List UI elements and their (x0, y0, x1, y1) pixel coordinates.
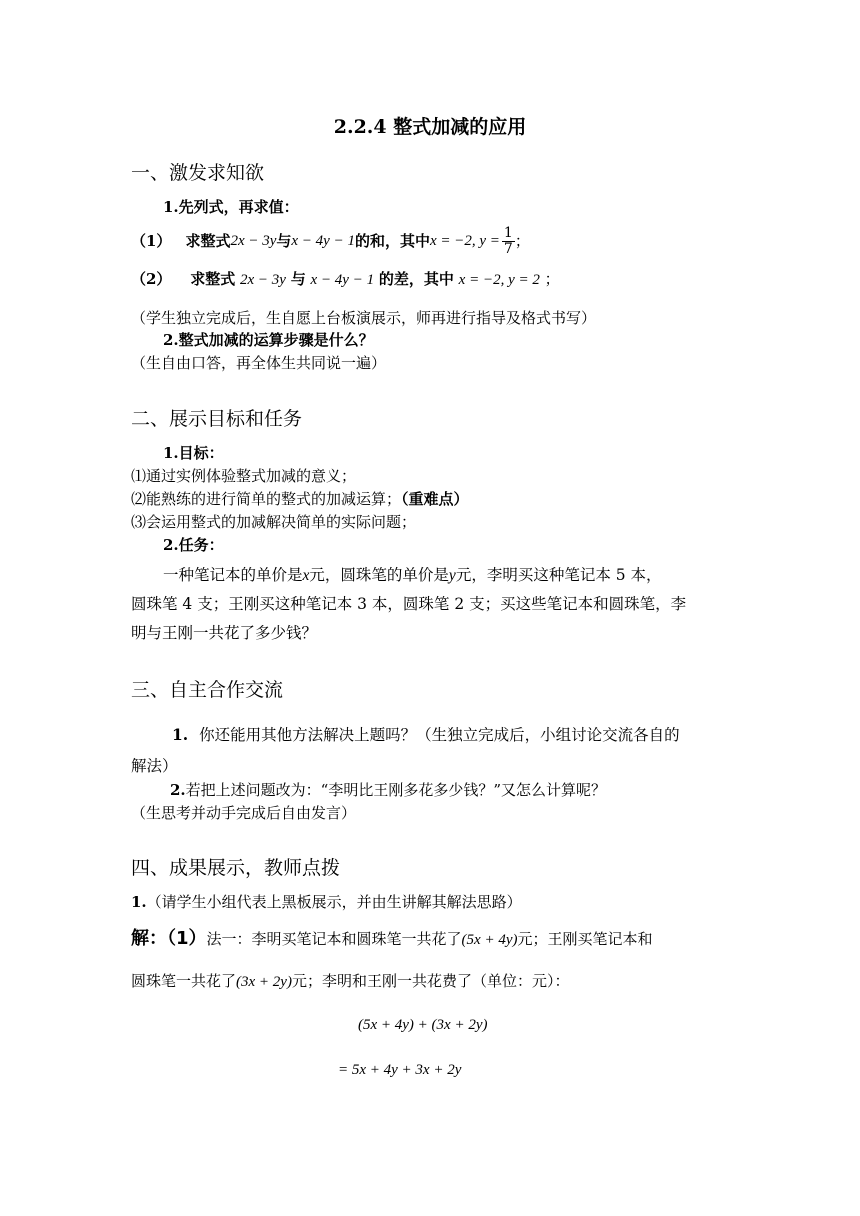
sec3-question-1 (172, 727, 680, 744)
solution-text-c: 圆珠笔一共花了 (131, 972, 237, 990)
task-line-1 (163, 568, 662, 584)
equation-line-2: = 5x + 4y + 3x + 2y (338, 1062, 462, 1078)
task-var-y: y (448, 567, 456, 584)
q1-post: 的和，其中 (354, 231, 430, 250)
task-var-x: x (302, 567, 310, 584)
sec4-item-1 (131, 895, 522, 910)
q1-end: ； (514, 231, 530, 250)
solution-text-a: 法一：李明买笔记本和圆珠笔一共花了 (206, 930, 462, 948)
sec2-subheading-1: 1.目标： (163, 444, 224, 462)
solution-line-2 (131, 974, 569, 990)
q2-condition: x = −2, y = 2 (458, 272, 540, 288)
sec3-q2-number: 2. (170, 781, 186, 799)
q2-expr-2: x − 4y − 1 (310, 272, 375, 288)
q1-expr-1: 2x − 3y (230, 232, 277, 249)
solution-line-1 (131, 930, 653, 948)
sec1-note-2: （生自由口答，再全体生共同说一遍） (131, 354, 387, 372)
q1-mid: 与 (276, 231, 292, 250)
goal-3: ⑶会运用整式的加减解决简单的实际问题； (131, 513, 417, 531)
fraction-numerator: 1 (503, 224, 513, 241)
page-title: 2.2.4 整式加减的应用 (333, 116, 527, 138)
section-heading-2: 二、展示目标和任务 (131, 408, 303, 430)
task-line-3: 明与王刚一共花了多少钱？ (131, 624, 318, 642)
sec2-subheading-2: 2.任务： (163, 536, 224, 554)
task-text-a: 一种笔记本的单价是 (163, 566, 303, 584)
section-heading-3: 三、自主合作交流 (131, 679, 284, 701)
sec3-question-2 (170, 783, 606, 798)
q2-end: ； (544, 270, 560, 288)
q1-condition: x = −2, y = (429, 232, 500, 249)
q2-post: 的差，其中 (378, 270, 454, 288)
fraction-denominator: 7 (503, 240, 513, 257)
sec1-note-1: （学生独立完成后，生自愿上台板演展示，师再进行指导及格式书写） (131, 309, 597, 327)
solution-text-d: 元；李明和王刚一共花费了（单位：元）： (291, 972, 570, 990)
question-1 (131, 224, 530, 258)
section-heading-1: 一、激发求知欲 (131, 162, 265, 184)
sec3-note: （生思考并动手完成后自由发言） (131, 804, 357, 822)
q2-mid: 与 (290, 270, 306, 288)
solution-label: 解：（1） (131, 928, 207, 949)
solution-expr-2: (3x + 2y) (236, 974, 292, 990)
sec4-item-text: （请学生小组代表上黑板展示，并由生讲解其解法思路） (146, 893, 522, 911)
q1-expr-2: x − 4y − 1 (291, 232, 355, 249)
task-text-b: 元，圆珠笔的单价是 (309, 566, 449, 584)
sec3-question-1-cont: 解法） (131, 757, 178, 775)
goal-2-text: ⑵能熟练的进行简单的整式的加减运算； (131, 490, 402, 508)
goal-2-key: （重难点） (401, 490, 469, 508)
goal-1: ⑴通过实例体验整式加减的意义； (131, 467, 357, 485)
q2-label: （2） (131, 270, 172, 288)
q1-label: （1） (131, 231, 172, 250)
q1-fraction (502, 226, 515, 256)
q1-pre: 求整式 (185, 231, 231, 250)
section-heading-4: 四、成果展示，教师点拨 (131, 857, 341, 879)
sec3-q2-text: 若把上述问题改为：“李明比王刚多花多少钱？”又怎么计算呢？ (185, 781, 607, 799)
goal-2 (131, 492, 469, 507)
task-text-c: 元，李明买这种笔记本 5 本， (455, 566, 662, 584)
q2-expr-1: 2x − 3y (240, 272, 286, 288)
sec3-q1-text: 你还能用其他方法解决上题吗？（生独立完成后，小组讨论交流各自的 (199, 726, 680, 744)
sec3-q1-number: 1. (172, 725, 189, 744)
solution-text-b: 元；王刚买笔记本和 (517, 930, 653, 948)
sec1-subheading-2: 2.整式加减的运算步骤是什么？ (163, 331, 374, 349)
sec1-subheading-1: 1.先列式，再求值： (163, 198, 299, 216)
task-line-2: 圆珠笔 4 支；王刚买这种笔记本 3 本，圆珠笔 2 支；买这些笔记本和圆珠笔，李 (131, 595, 687, 613)
sec4-item-number: 1. (131, 893, 147, 911)
solution-expr-1: (5x + 4y) (461, 932, 518, 948)
question-2 (131, 272, 560, 288)
equation-line-1: (5x + 4y) + (3x + 2y) (358, 1017, 488, 1033)
q2-pre: 求整式 (190, 270, 236, 288)
